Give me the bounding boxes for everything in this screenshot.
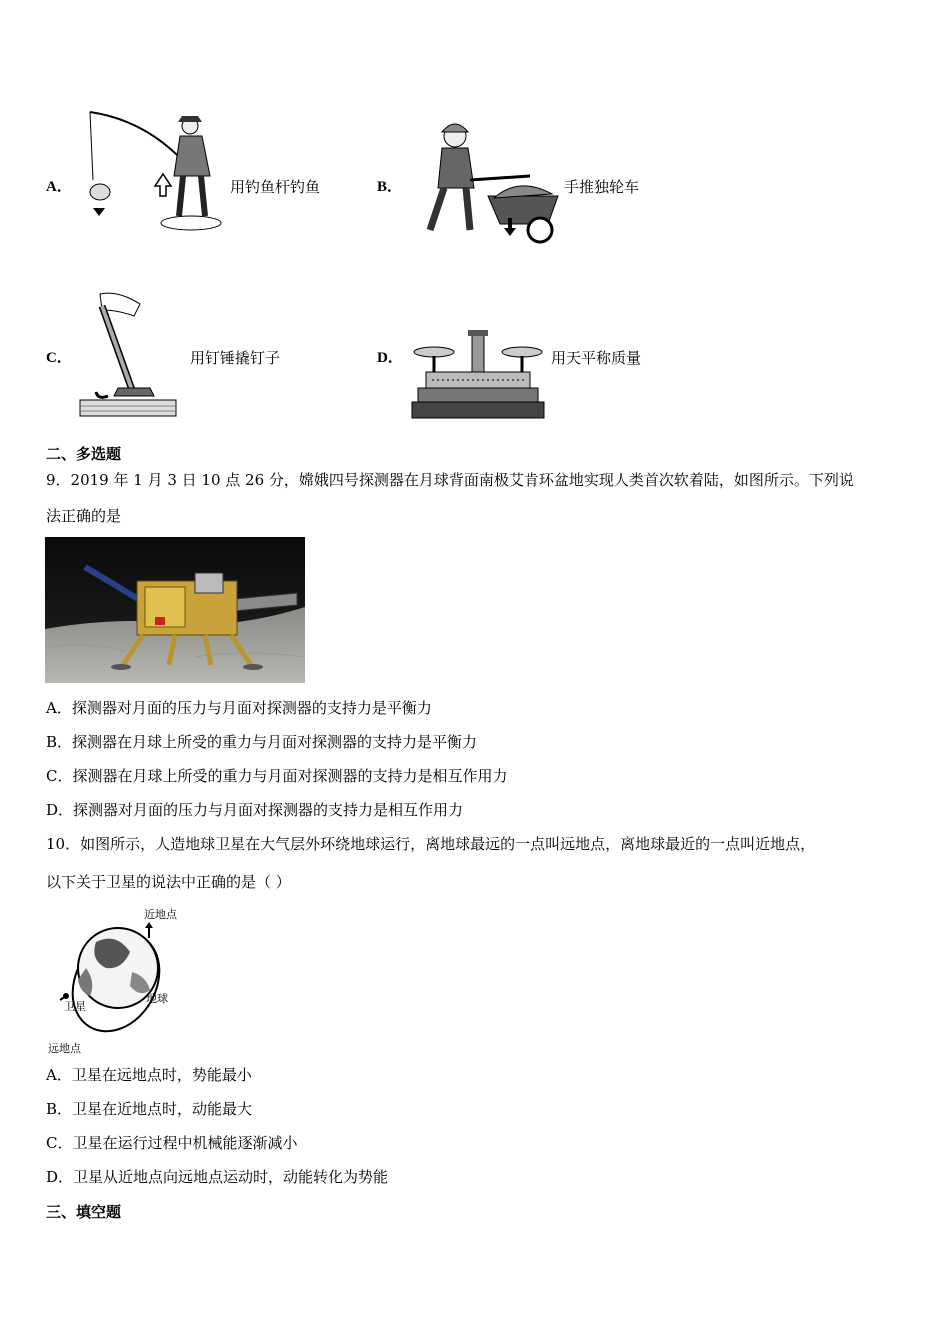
q9-stem-line2: 法正确的是	[46, 507, 122, 525]
option-d-letter: D．	[377, 350, 403, 366]
balance-scale-figure	[408, 328, 548, 422]
q9-option-a: A．探测器对月面的压力与月面对探测器的支持力是平衡力	[46, 699, 432, 717]
option-a-caption: 用钓鱼杆钓鱼	[230, 178, 321, 196]
claw-hammer-figure	[78, 290, 178, 422]
q10-option-c: C．卫星在运行过程中机械能逐渐减小	[46, 1134, 298, 1152]
orbit-label-satellite: 卫星	[64, 1000, 86, 1013]
option-c-letter: C．	[46, 350, 72, 366]
q10-stem-line1: 10．如图所示，人造地球卫星在大气层外环绕地球运行，离地球最远的一点叫远地点，离地球最近的一点叫近地点，	[46, 835, 816, 853]
option-d-caption: 用天平称质量	[551, 349, 642, 367]
option-b-caption: 手推独轮车	[564, 178, 640, 196]
q9-option-c: C．探测器在月球上所受的重力与月面对探测器的支持力是相互作用力	[46, 767, 508, 785]
section-heading-multiple-choice: 二、多选题	[46, 445, 122, 463]
option-c-caption: 用钉锤撬钉子	[190, 349, 281, 367]
q10-stem-line2: 以下关于卫星的说法中正确的是（ ）	[46, 873, 291, 891]
q9-stem-line1: 9．2019 年 1 月 3 日 10 点 26 分，嫦娥四号探测器在月球背面南极艾肯环盆地实现人类首次软着陆，如图所示。下列说	[46, 471, 854, 489]
q10-option-d: D．卫星从近地点向远地点运动时，动能转化为势能	[46, 1168, 389, 1186]
option-a-letter: A．	[46, 179, 72, 195]
fishing-rod-figure	[75, 108, 225, 238]
orbit-label-perigee: 近地点	[144, 908, 177, 921]
lunar-lander-photo	[45, 537, 305, 683]
orbit-label-earth: 地球	[146, 992, 168, 1005]
wheelbarrow-figure	[410, 118, 560, 246]
orbit-label-apogee: 远地点	[48, 1042, 81, 1055]
q9-option-b: B．探测器在月球上所受的重力与月面对探测器的支持力是平衡力	[46, 733, 478, 751]
option-b-letter: B．	[377, 179, 403, 195]
q10-option-a: A．卫星在远地点时，势能最小	[46, 1066, 252, 1084]
q9-option-d: D．探测器对月面的压力与月面对探测器的支持力是相互作用力	[46, 801, 464, 819]
section-heading-fill-in: 三、填空题	[46, 1203, 122, 1221]
q10-option-b: B．卫星在近地点时，动能最大	[46, 1100, 253, 1118]
satellite-orbit-diagram	[46, 902, 186, 1054]
